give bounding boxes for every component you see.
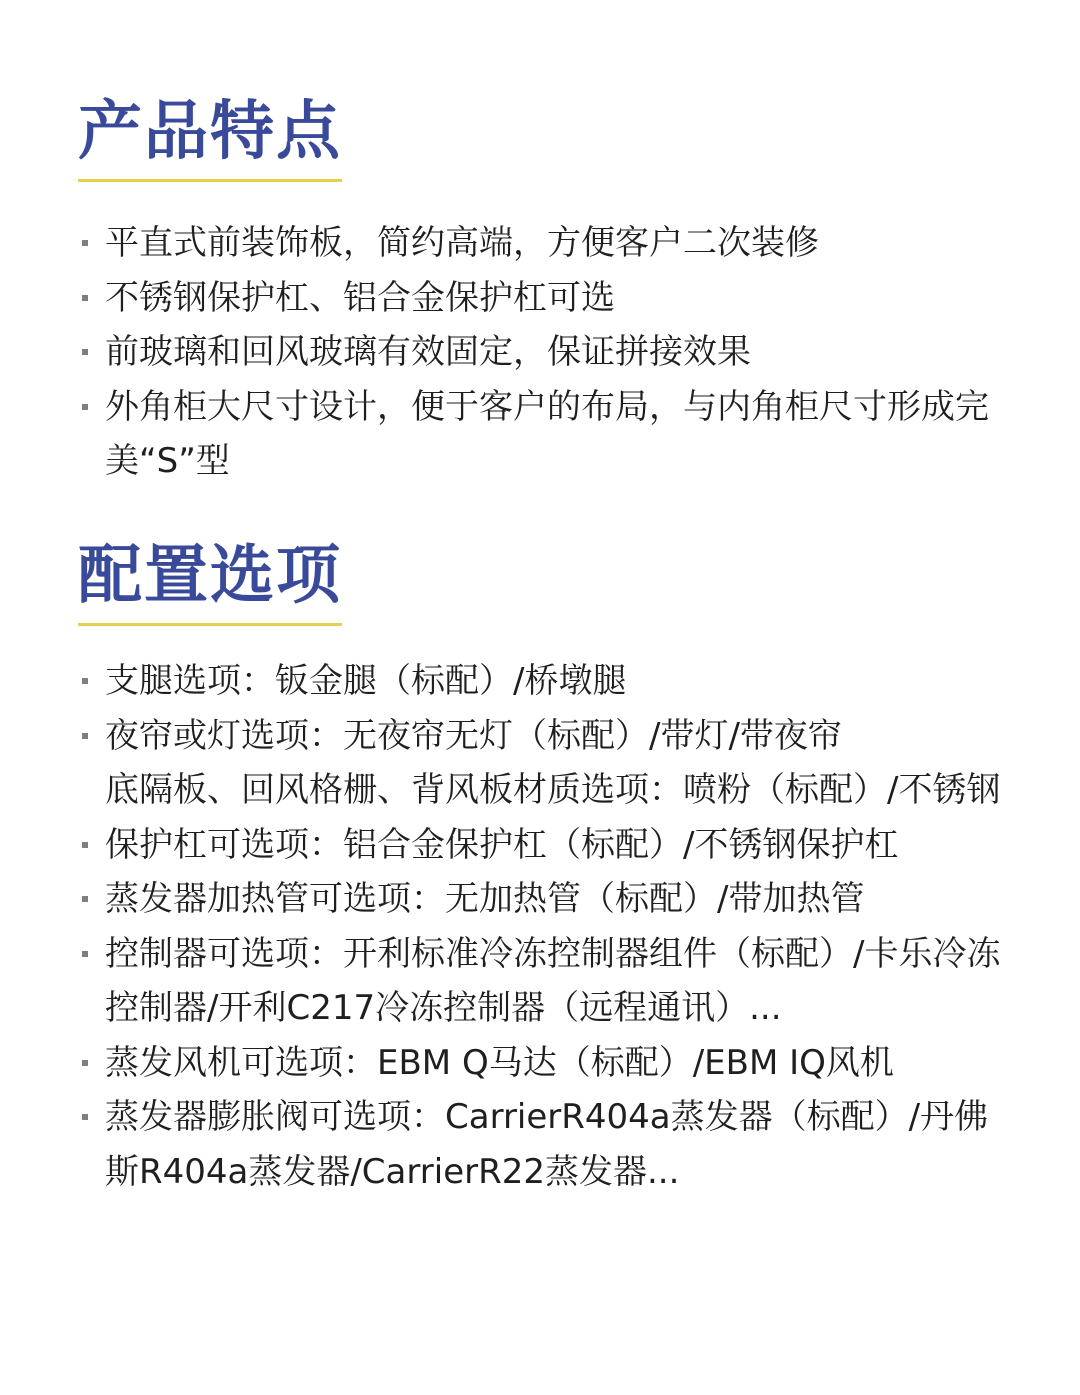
list-item-text: 外角柜大尺寸设计，便于客户的布局，与内角柜尺寸形成完美“S”型 (105, 386, 989, 481)
bullet-icon (82, 896, 88, 902)
list-item-text: 底隔板、回风格栅、背风板材质选项：喷粉（标配）/不锈钢 (105, 770, 1001, 810)
list-item (78, 763, 1018, 818)
list-item-text: 蒸发器加热管可选项：无加热管（标配）/带加热管 (105, 879, 865, 919)
bullet-icon (82, 1060, 88, 1066)
list-item (78, 654, 1018, 709)
bullet-icon (82, 1114, 88, 1120)
features-section (78, 96, 1018, 489)
bullet-icon (82, 295, 88, 301)
list-item-text: 控制器可选项：开利标准冷冻控制器组件（标配）/卡乐冷冻控制器/开利C217冷冻控制器（远程通讯）... (105, 933, 1001, 1028)
bullet-icon (82, 733, 88, 739)
features-title-underline (78, 179, 342, 182)
list-item (78, 1036, 1018, 1091)
list-item-text: 前玻璃和回风玻璃有效固定，保证拼接效果 (105, 332, 751, 372)
list-item-text: 支腿选项：钣金腿（标配）/桥墩腿 (105, 661, 627, 701)
list-item-text: 蒸发风机可选项：EBM Q马达（标配）/EBM IQ风机 (105, 1042, 894, 1083)
features-title: 产品特点 (78, 95, 342, 169)
bullet-icon (82, 842, 88, 848)
config-title-underline (78, 623, 342, 626)
config-heading-wrap (78, 540, 342, 626)
list-item (78, 325, 1018, 380)
bullet-icon (82, 349, 88, 355)
list-item (78, 1090, 1018, 1199)
list-item (78, 872, 1018, 927)
bullet-icon (82, 404, 88, 410)
list-item (78, 380, 1018, 489)
list-item-text: 不锈钢保护杠、铝合金保护杠可选 (105, 277, 615, 318)
features-list (78, 216, 1018, 489)
list-item (78, 818, 1018, 873)
list-item (78, 216, 1018, 271)
list-item (78, 709, 1018, 764)
list-item-text: 蒸发器膨胀阀可选项：CarrierR404a蒸发器（标配）/丹佛斯R404a蒸发器/CarrierR22蒸发器... (105, 1097, 989, 1192)
features-heading-wrap (78, 96, 342, 182)
bullet-icon (82, 678, 88, 684)
bullet-icon (82, 951, 88, 957)
list-item (78, 271, 1018, 326)
bullet-icon (82, 240, 88, 246)
list-item (78, 927, 1018, 1036)
config-title: 配置选项 (78, 539, 342, 613)
config-section (78, 540, 1018, 1199)
list-item-text: 保护杠可选项：铝合金保护杠（标配）/不锈钢保护杠 (105, 824, 899, 865)
config-list (78, 654, 1018, 1199)
list-item-text: 夜帘或灯选项：无夜帘无灯（标配）/带灯/带夜帘 (105, 715, 842, 756)
list-item-text: 平直式前装饰板，简约高端，方便客户二次装修 (105, 223, 819, 263)
